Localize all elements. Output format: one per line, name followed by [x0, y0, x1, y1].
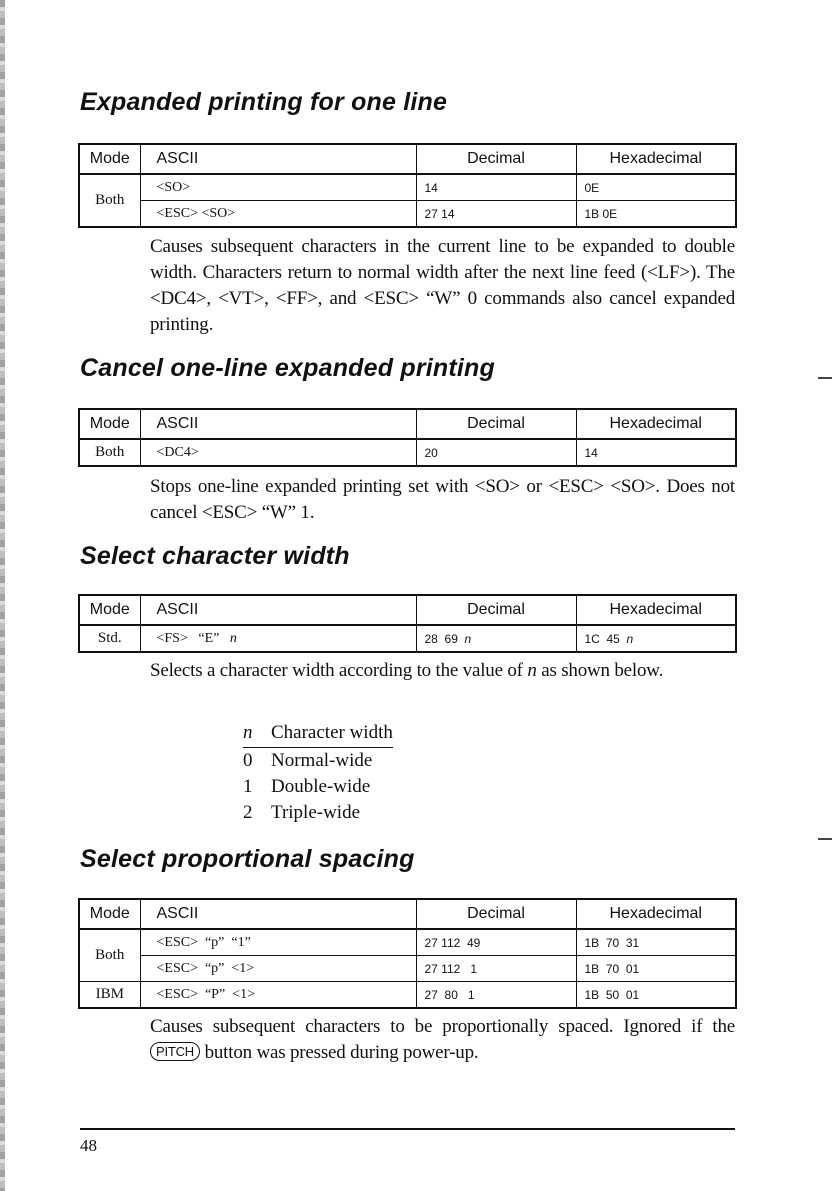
section-heading: Select character width [80, 542, 350, 570]
width-header-label: Character width [271, 722, 393, 743]
mode-cell: Both [79, 439, 140, 466]
width-row [243, 800, 393, 826]
section-description [150, 1014, 735, 1066]
header-hex: Hexadecimal [576, 595, 736, 625]
description-text: Causes subsequent characters to be proportionally spaced. Ignored if the [150, 1016, 735, 1037]
section-description: Causes subsequent characters in the current line to be expanded to double width. Characters return to normal width after the next line feed (<LF>). The <DC4>, <VT>, <FF>, and <ESC> “W” 0 commands also cancel expanded printing. [150, 236, 735, 335]
header-mode: Mode [79, 144, 140, 174]
decimal-cell: 27 112 49 [416, 929, 576, 956]
width-table [243, 720, 393, 826]
header-ascii: ASCII [140, 144, 416, 174]
decimal-cell: 27 80 1 [416, 982, 576, 1009]
decimal-cell [416, 625, 576, 652]
section-heading: Select proportional spacing [80, 845, 415, 873]
variable-n: n [527, 660, 537, 681]
ascii-cell: <ESC> <SO> [140, 201, 416, 228]
variable-n: n [464, 631, 472, 646]
decimal-cell: 27 112 1 [416, 956, 576, 982]
width-header-n: n [243, 722, 253, 743]
mode-cell: IBM [79, 982, 140, 1009]
mode-cell: Both [79, 929, 140, 982]
header-ascii: ASCII [140, 595, 416, 625]
width-n: 2 [243, 802, 253, 823]
header-hex: Hexadecimal [576, 409, 736, 439]
hex-cell: 1B 0E [576, 201, 736, 228]
section-heading: Cancel one-line expanded printing [80, 354, 495, 382]
ascii-cell: <ESC> “P” <1> [140, 982, 416, 1009]
width-table-header [243, 720, 393, 748]
hex-cell: 1B 70 01 [576, 956, 736, 982]
command-table [78, 594, 737, 653]
ascii-cell: <ESC> “p” <1> [140, 956, 416, 982]
description-text: Selects a character width according to the value of [150, 660, 528, 681]
header-ascii: ASCII [140, 899, 416, 929]
header-decimal: Decimal [416, 899, 576, 929]
width-row [243, 774, 393, 800]
description-text: as shown below. [536, 660, 664, 681]
description-text: button was pressed during power-up. [200, 1042, 479, 1063]
header-decimal: Decimal [416, 409, 576, 439]
width-row [243, 748, 393, 774]
pitch-button-glyph: PITCH [150, 1042, 200, 1061]
header-mode: Mode [79, 409, 140, 439]
command-table [78, 898, 737, 1009]
hex-cell: 1B 50 01 [576, 982, 736, 1009]
section-description [150, 658, 735, 684]
scan-mark [818, 377, 832, 379]
section-description: Stops one-line expanded printing set with <SO> or <ESC> <SO>. Does not cancel <ESC> “W” 1. [150, 476, 735, 523]
width-label: Double-wide [271, 776, 371, 797]
hex-cell: 1B 70 31 [576, 929, 736, 956]
mode-cell: Std. [79, 625, 140, 652]
ascii-cell: <DC4> [140, 439, 416, 466]
scan-edge [0, 0, 5, 1191]
command-table [78, 143, 737, 228]
width-n: 0 [243, 750, 253, 771]
hex-text: 1C 45 [584, 631, 627, 646]
header-mode: Mode [79, 595, 140, 625]
header-ascii: ASCII [140, 409, 416, 439]
footer-rule [80, 1128, 735, 1130]
scan-mark [818, 838, 832, 840]
hex-cell [576, 625, 736, 652]
ascii-cell: <SO> [140, 174, 416, 201]
header-hex: Hexadecimal [576, 899, 736, 929]
section-heading: Expanded printing for one line [80, 88, 448, 116]
mode-cell: Both [79, 174, 140, 227]
variable-n: n [626, 631, 634, 646]
decimal-cell: 14 [416, 174, 576, 201]
ascii-text: <FS> “E” [156, 630, 230, 646]
header-mode: Mode [79, 899, 140, 929]
header-hex: Hexadecimal [576, 144, 736, 174]
header-decimal: Decimal [416, 144, 576, 174]
decimal-cell: 20 [416, 439, 576, 466]
hex-cell: 0E [576, 174, 736, 201]
hex-cell: 14 [576, 439, 736, 466]
command-table [78, 408, 737, 467]
decimal-cell: 27 14 [416, 201, 576, 228]
ascii-cell [140, 625, 416, 652]
width-n: 1 [243, 776, 253, 797]
header-decimal: Decimal [416, 595, 576, 625]
width-label: Triple-wide [271, 802, 361, 823]
ascii-cell: <ESC> “p” “1” [140, 929, 416, 956]
decimal-text: 28 69 [424, 631, 465, 646]
width-label: Normal-wide [271, 750, 373, 771]
variable-n: n [229, 630, 237, 646]
page-number: 48 [80, 1136, 97, 1155]
